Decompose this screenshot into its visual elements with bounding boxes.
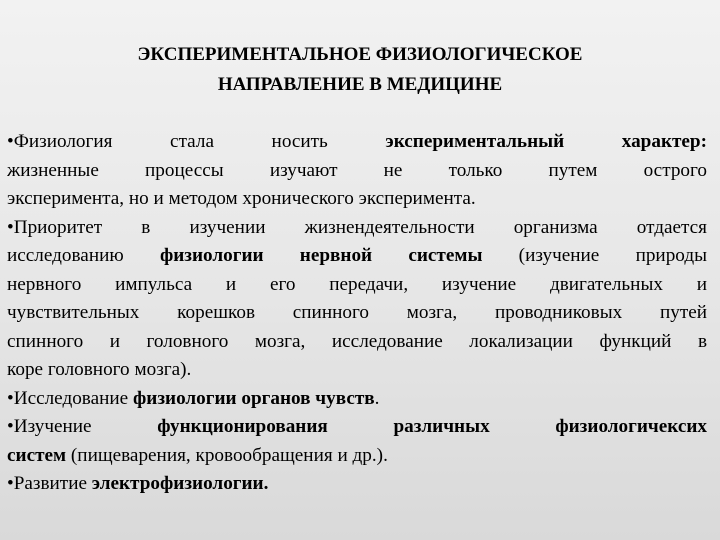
bullet-line <box>7 128 707 157</box>
bullet-list <box>7 128 707 499</box>
bullet-line <box>7 442 707 471</box>
bullet-item <box>7 128 707 214</box>
bullet-line <box>7 413 707 442</box>
text-run: исследованию <box>7 245 160 266</box>
bullet-line <box>7 271 707 300</box>
text-run: •Изучение <box>7 416 158 437</box>
bullet-line <box>7 157 707 186</box>
text-run: •Исследование <box>7 387 133 409</box>
text-run: эксперимента, но и методом хронического эксперимента. <box>7 188 476 209</box>
text-run: •Физиология стала носить <box>7 131 386 152</box>
text-run: жизненные процессы изучают не только путем острого <box>7 159 707 181</box>
bold-text: физиологии органов чувств <box>132 387 375 409</box>
text-run: •Приоритет в изучении жизнендеятельности организма отдается <box>7 216 707 238</box>
bullet-line <box>7 470 707 499</box>
text-run: спинного и головного мозга, исследование локализации функций в <box>7 330 707 352</box>
text-run: (пищеварения, кровообращения и др.). <box>66 444 388 466</box>
bullet-item <box>7 385 707 414</box>
bold-text: электрофизиологии. <box>91 473 269 494</box>
bold-text: функционирования различных физиологичексих <box>157 416 707 437</box>
bullet-line <box>7 385 707 414</box>
bullet-line <box>7 214 707 243</box>
title-line-1: ЭКСПЕРИМЕНТАЛЬНОЕ ФИЗИОЛОГИЧЕСКОЕ <box>137 44 583 65</box>
bold-text: систем <box>7 444 67 466</box>
bullet-item <box>7 214 707 385</box>
bullet-line <box>7 242 707 271</box>
bullet-item <box>7 413 707 470</box>
text-run: (изучение природы <box>482 245 707 266</box>
text-run: чувствительных корешков спинного мозга, проводниковых путей <box>7 302 707 323</box>
bold-text: физиологии нервной системы <box>159 245 483 266</box>
bold-text: экспериментальный характер: <box>385 131 707 152</box>
text-run: коре головного мозга). <box>7 359 192 380</box>
text-run: •Развитие <box>7 473 92 494</box>
bullet-line <box>7 299 707 328</box>
bullet-line <box>7 356 707 385</box>
text-run: нервного импульса и его передачи, изучение двигательных и <box>7 273 707 295</box>
bullet-line <box>7 328 707 357</box>
slide-title <box>60 40 660 100</box>
text-run: . <box>374 387 380 409</box>
bullet-line <box>7 185 707 214</box>
title-line-2: НАПРАВЛЕНИЕ В МЕДИЦИНЕ <box>217 74 503 95</box>
bullet-item <box>7 470 707 499</box>
